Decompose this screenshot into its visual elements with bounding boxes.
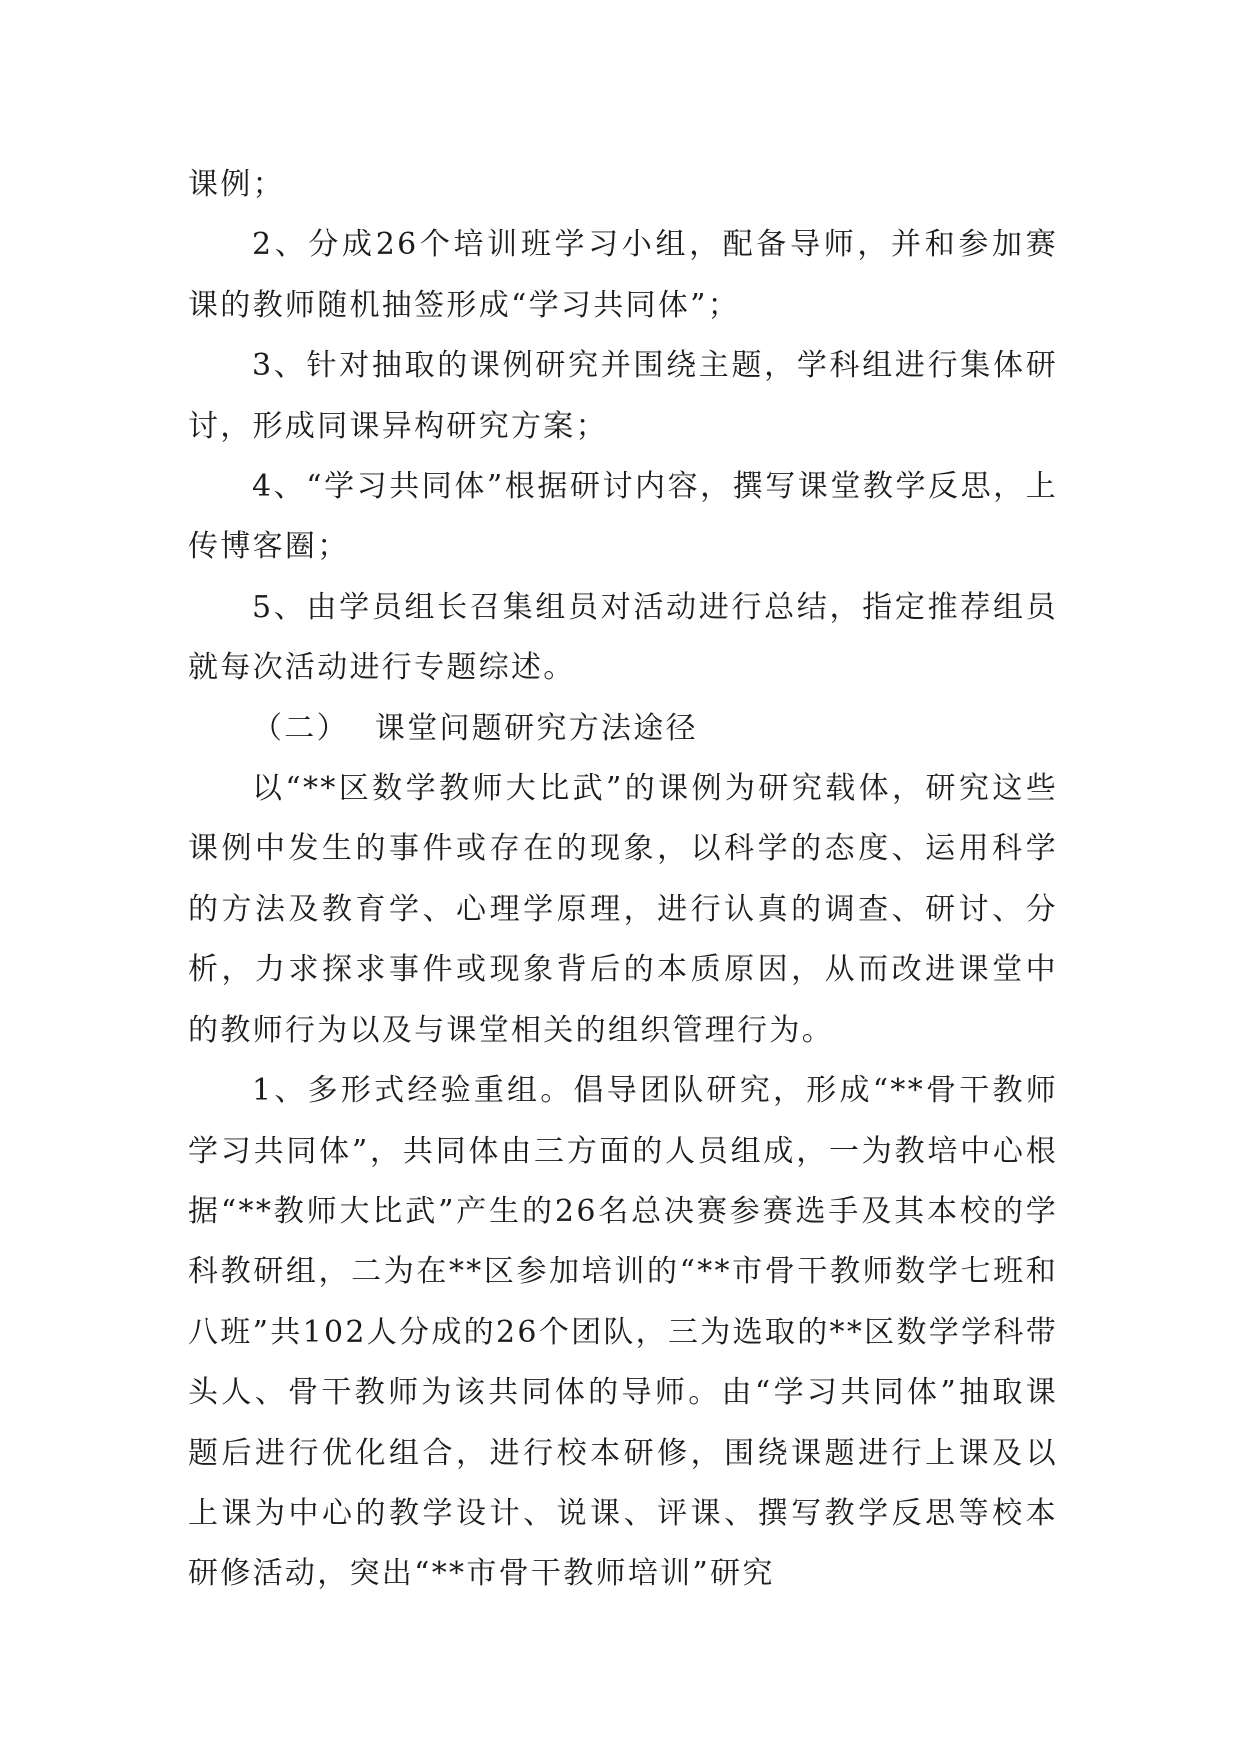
list-item-2: 2、分成26个培训班学习小组，配备导师，并和参加赛课的教师随机抽签形成“学习共同体”； — [188, 227, 1058, 323]
section-heading-number: （二） — [252, 710, 349, 746]
section-heading — [188, 699, 1058, 759]
paragraph-continuation: 课例； — [188, 167, 285, 202]
document-body — [188, 155, 1058, 1605]
list-item-4: 4、“学习共同体”根据研讨内容，撰写课堂教学反思，上传博客圈； — [188, 469, 1058, 565]
section-heading-title: 课堂问题研究方法途径 — [374, 710, 698, 746]
list-item-5: 5、由学员组长召集组员对活动进行总结，指定推荐组员就每次活动进行专题综述。 — [188, 589, 1058, 686]
list-item-3: 3、针对抽取的课例研究并围绕主题，学科组进行集体研讨，形成同课异构研究方案； — [188, 348, 1058, 444]
body-paragraph-intro: 以“**区数学教师大比武”的课例为研究载体，研究这些课例中发生的事件或存在的现象，以科学的态度、运用科学的方法及教育学、心理学原理，进行认真的调查、研讨、分析，力求探求事件或现象背后的本质原因，从而改进课堂中的教师行为以及与课堂相关的组织管理行为。 — [188, 771, 1058, 1048]
body-paragraph-item-1: 1、多形式经验重组。倡导团队研究，形成“**骨干教师学习共同体”，共同体由三方面的人员组成，一为教培中心根据“**教师大比武”产生的26名总决赛参赛选手及其本校的学科教研组，二为在**区参加培训的“**市骨干教师数学七班和八班”共102人分成的26个团队，三为选取的**区数学学科带头人、骨干教师为该共同体的导师。由“学习共同体”抽取课题后进行优化组合，进行校本研修，围绕课题进行上课及以上课为中心的教学设计、说课、评课、撰写教学反思等校本研修活动，突出“**市骨干教师培训”研究 — [188, 1073, 1058, 1592]
